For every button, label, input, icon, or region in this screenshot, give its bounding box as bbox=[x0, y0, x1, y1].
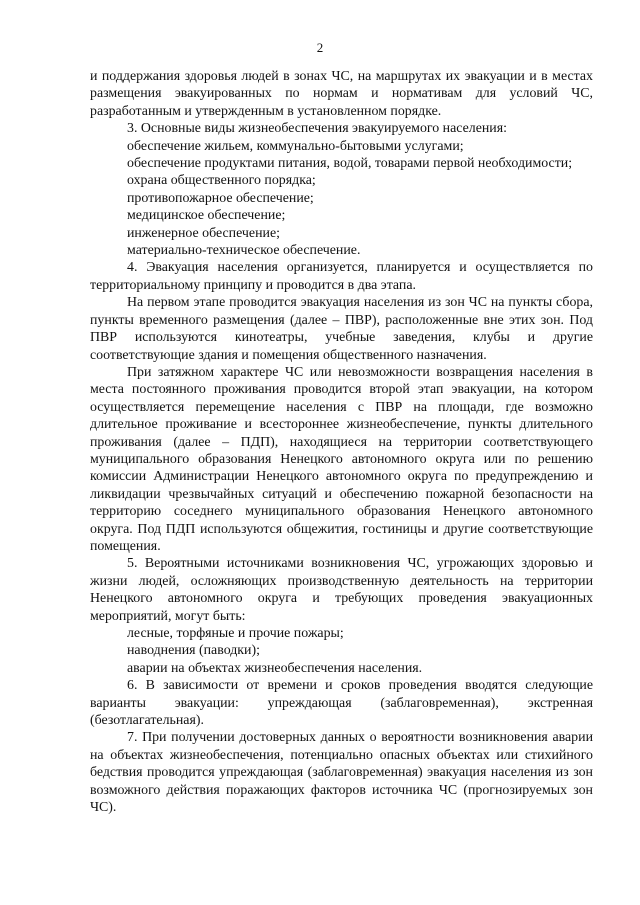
list-item-food: обеспечение продуктами питания, водой, товарами первой необходимости; bbox=[127, 156, 573, 172]
list-item-fires: лесные, торфяные и прочие пожары; bbox=[127, 626, 344, 641]
paragraph-item-4: 4. Эвакуация населения организуется, планируется и осуществляется по территориальному принципу и проводится в два этапа. bbox=[90, 260, 593, 293]
paragraph-first-stage: На первом этапе проводится эвакуация населения из зон ЧС на пункты сбора, пункты временного размещения (далее – ПВР), расположенные вне этих зон. Под ПВР используются кинотеатры, учебные заведения, клубы и другие соответствующие здания и помещения общественного назначения. bbox=[90, 295, 593, 363]
list-item-fire-safety: противопожарное обеспечение; bbox=[127, 190, 314, 206]
list-item-medical: медицинское обеспечение; bbox=[127, 208, 286, 224]
document-body bbox=[90, 68, 593, 816]
list-item-engineering: инженерное обеспечение; bbox=[127, 225, 280, 241]
list-item-housing: обеспечение жильем, коммунально-бытовыми услугами; bbox=[127, 138, 464, 154]
list-item-logistics: материально-техническое обеспечение. bbox=[127, 243, 361, 259]
paragraph-continuation: и поддержания здоровья людей в зонах ЧС, на маршрутах их эвакуации и в местах размещения эвакуированных по нормам и нормативам для условий ЧС, разработанным и утвержденным в установленном порядке. bbox=[90, 69, 593, 119]
paragraph-item-7: 7. При получении достоверных данных о вероятности возникновения аварии на объектах жизнеобеспечения, потенциально опасных объектах или стихийного бедствия проводится упреждающая (заблаговременная) эвакуация населения из зон возможного действия поражающих факторов источника ЧС (прогнозируемых зон ЧС). bbox=[90, 730, 593, 816]
paragraph-item-5: 5. Вероятными источниками возникновения ЧС, угрожающих здоровью и жизни людей, осложняющих производственную деятельность на территории Ненецкого автономного округа и требующих проведения эвакуационных мероприятий, могут быть: bbox=[90, 556, 593, 624]
list-item-floods: наводнения (паводки); bbox=[127, 643, 260, 659]
page-number: 2 bbox=[316, 40, 324, 55]
paragraph-item-3: 3. Основные виды жизнеобеспечения эвакуируемого населения: bbox=[127, 121, 507, 137]
paragraph-second-stage: При затяжном характере ЧС или невозможности возвращения населения в места постоянного проживания проводится второй этап эвакуации, на котором осуществляется перемещение населения с ПВР на площади, где возможно длительное проживание и всестороннее жизнеобеспечение, пункты длительного проживания (далее – ПДП), находящиеся на территории соответствующего муниципального образования Ненецкого автономного округа или по решению комиссии Администрации Ненецкого автономного округа по предупреждению и ликвидации чрезвычайных ситуаций и обеспечению пожарной безопасности на территорию соседнего муниципального образования Ненецкого автономного округа. Под ПДП используются общежития, гостиницы и другие соответствующие помещения. bbox=[90, 364, 593, 554]
list-item-accidents: аварии на объектах жизнеобеспечения населения. bbox=[127, 660, 423, 676]
list-item-public-order: охрана общественного порядка; bbox=[127, 173, 316, 189]
paragraph-item-6: 6. В зависимости от времени и сроков проведения вводятся следующие варианты эвакуации: упреждающая (заблаговременная), экстренная (безотлагательная). bbox=[90, 678, 593, 729]
